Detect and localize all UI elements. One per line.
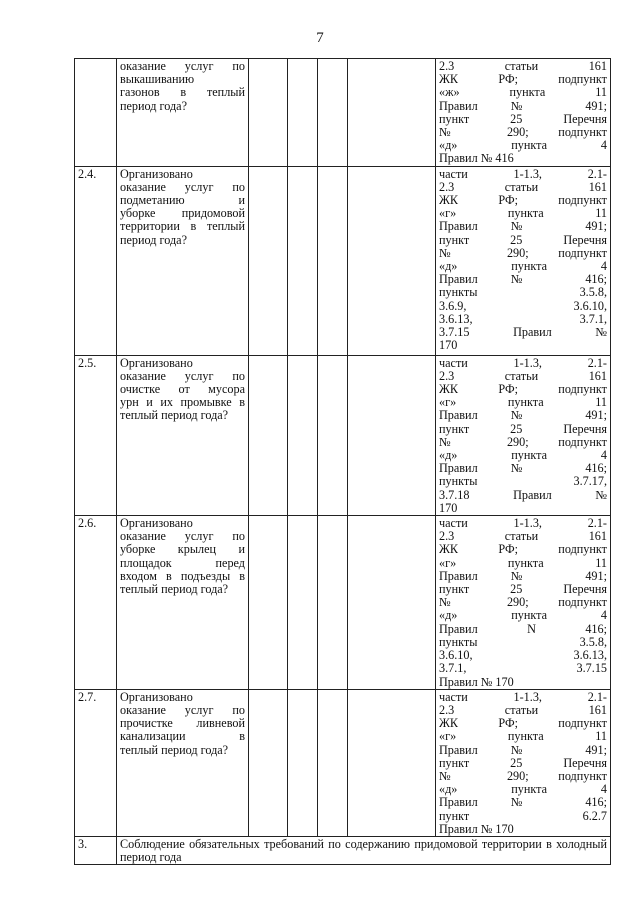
question-line: площадок перед bbox=[120, 555, 245, 570]
legal-reference-line: Правил № 491; bbox=[439, 742, 607, 757]
question-line: Организовано bbox=[120, 166, 193, 181]
legal-reference-line: части 1-1.3, 2.1- bbox=[439, 689, 607, 704]
legal-reference-line: ЖК РФ; подпункт bbox=[439, 542, 607, 557]
question-line: уборке придомовой bbox=[120, 206, 245, 221]
legal-reference-line: Правил № 416 bbox=[439, 151, 514, 166]
legal-reference-line: 3.7.15 Правил № bbox=[439, 325, 607, 340]
legal-reference-line: пункт 25 Перечня bbox=[439, 582, 607, 597]
legal-reference-line: «д» пункта 4 bbox=[439, 138, 607, 153]
legal-reference-line: части 1-1.3, 2.1- bbox=[439, 516, 607, 531]
legal-reference-line: 3.7.1, 3.7.15 bbox=[439, 661, 607, 676]
question-line: период года? bbox=[120, 98, 187, 113]
question-line: Организовано bbox=[120, 516, 193, 531]
legal-reference-line: 2.3 статьи 161 bbox=[439, 179, 607, 194]
answer-cell bbox=[288, 689, 318, 836]
legal-reference-line: Правил N 416; bbox=[439, 621, 607, 636]
question-cell bbox=[117, 689, 249, 836]
legal-reference-line: части 1-1.3, 2.1- bbox=[439, 355, 607, 370]
question-line: Организовано bbox=[120, 689, 193, 704]
legal-reference-line: 2.3 статьи 161 bbox=[439, 59, 607, 73]
legal-reference-line: № 290; подпункт bbox=[439, 125, 607, 140]
question-line: очистке от мусора bbox=[120, 382, 245, 397]
item-number: 2.7. bbox=[75, 689, 117, 836]
checklist-body bbox=[75, 59, 611, 865]
legal-reference-line: Правил № 170 bbox=[439, 821, 514, 836]
legal-reference-line: «г» пункта 11 bbox=[439, 555, 607, 570]
question-cell bbox=[117, 166, 249, 355]
section-title: Соблюдение обязательных требований по содержанию придомовой территории в холодный период года bbox=[117, 836, 611, 864]
legal-reference-line: «г» пункта 11 bbox=[439, 395, 607, 410]
legal-reference-line: № 290; подпункт bbox=[439, 595, 607, 610]
legal-reference-line: Правил № 491; bbox=[439, 219, 607, 234]
answer-cell bbox=[249, 166, 288, 355]
question-line: оказание услуг по bbox=[120, 59, 245, 73]
question-line: прочистке ливневой bbox=[120, 716, 245, 731]
legal-reference-line: № 290; подпункт bbox=[439, 245, 607, 260]
answer-cell bbox=[348, 689, 436, 836]
legal-reference-line: Правил № 491; bbox=[439, 408, 607, 423]
section-number: 3. bbox=[75, 836, 117, 864]
checklist-table bbox=[74, 58, 611, 865]
question-line: оказание услуг по bbox=[120, 179, 245, 194]
legal-reference-line: 2.3 статьи 161 bbox=[439, 529, 607, 544]
item-number: 2.4. bbox=[75, 166, 117, 355]
legal-reference-line: «д» пункта 4 bbox=[439, 259, 607, 274]
legal-reference-line: части 1-1.3, 2.1- bbox=[439, 166, 607, 181]
item-number bbox=[75, 59, 117, 167]
legal-reference-line: 2.3 статьи 161 bbox=[439, 702, 607, 717]
answer-cell bbox=[318, 166, 348, 355]
legal-reference-line: № 290; подпункт bbox=[439, 434, 607, 449]
legal-reference-line: 170 bbox=[439, 338, 458, 353]
question-line: канализации в bbox=[120, 729, 245, 744]
legal-reference-line: № 290; подпункт bbox=[439, 768, 607, 783]
question-line: урн и их промывке в bbox=[120, 395, 245, 410]
legal-reference-cell bbox=[436, 166, 611, 355]
legal-reference-line: ЖК РФ; подпункт bbox=[439, 72, 607, 87]
legal-reference-line: пункт 6.2.7 bbox=[439, 808, 607, 823]
answer-cell bbox=[348, 516, 436, 690]
legal-reference-cell bbox=[436, 59, 611, 167]
legal-reference-line: Правил № 491; bbox=[439, 98, 607, 113]
answer-cell bbox=[249, 689, 288, 836]
answer-cell bbox=[318, 59, 348, 167]
question-cell bbox=[117, 59, 249, 167]
answer-cell bbox=[249, 516, 288, 690]
question-line: газонов в теплый bbox=[120, 85, 245, 100]
legal-reference-line: «д» пункта 4 bbox=[439, 608, 607, 623]
legal-reference-cell bbox=[436, 689, 611, 836]
legal-reference-line: ЖК РФ; подпункт bbox=[439, 716, 607, 731]
question-line: Организовано bbox=[120, 355, 193, 370]
legal-reference-line: 2.3 статьи 161 bbox=[439, 368, 607, 383]
answer-cell bbox=[288, 355, 318, 515]
legal-reference-line: 3.6.10, 3.6.13, bbox=[439, 648, 607, 663]
question-line: уборке крылец и bbox=[120, 542, 245, 557]
answer-cell bbox=[288, 516, 318, 690]
question-line: теплый период года? bbox=[120, 582, 229, 597]
table-row bbox=[75, 689, 611, 836]
legal-reference-line: «г» пункта 11 bbox=[439, 729, 607, 744]
question-cell bbox=[117, 355, 249, 515]
question-line: подметанию и bbox=[120, 193, 245, 208]
table-row bbox=[75, 516, 611, 690]
legal-reference-cell bbox=[436, 516, 611, 690]
answer-cell bbox=[249, 355, 288, 515]
answer-cell bbox=[348, 166, 436, 355]
legal-reference-line: пункт 25 Перечня bbox=[439, 232, 607, 247]
legal-reference-line: пункт 25 Перечня bbox=[439, 755, 607, 770]
answer-cell bbox=[288, 166, 318, 355]
legal-reference-line: «ж» пункта 11 bbox=[439, 85, 607, 100]
legal-reference-line: Правил № 416; bbox=[439, 272, 607, 287]
table-row bbox=[75, 166, 611, 355]
legal-reference-line: Правил № 491; bbox=[439, 568, 607, 583]
legal-reference-line: пункты 3.7.17, bbox=[439, 474, 607, 489]
answer-cell bbox=[318, 516, 348, 690]
legal-reference-line: 3.6.13, 3.7.1, bbox=[439, 311, 607, 326]
legal-reference-line: ЖК РФ; подпункт bbox=[439, 193, 607, 208]
legal-reference-line: 3.6.9, 3.6.10, bbox=[439, 298, 607, 313]
question-line: оказание услуг по bbox=[120, 702, 245, 717]
legal-reference-line: Правил № 416; bbox=[439, 795, 607, 810]
question-line: территории в теплый bbox=[120, 219, 245, 234]
answer-cell bbox=[318, 355, 348, 515]
table-row bbox=[75, 355, 611, 515]
legal-reference-line: ЖК РФ; подпункт bbox=[439, 382, 607, 397]
legal-reference-line: пункты 3.5.8, bbox=[439, 285, 607, 300]
item-number: 2.6. bbox=[75, 516, 117, 690]
page-number: 7 bbox=[316, 30, 324, 46]
legal-reference-line: 170 bbox=[439, 500, 458, 515]
answer-cell bbox=[249, 59, 288, 167]
legal-reference-line: «г» пункта 11 bbox=[439, 206, 607, 221]
legal-reference-line: пункт 25 Перечня bbox=[439, 421, 607, 436]
legal-reference-line: «д» пункта 4 bbox=[439, 782, 607, 797]
answer-cell bbox=[348, 355, 436, 515]
question-line: теплый период года? bbox=[120, 408, 229, 423]
legal-reference-line: 3.7.18 Правил № bbox=[439, 487, 607, 502]
legal-reference-cell bbox=[436, 355, 611, 515]
question-line: период года? bbox=[120, 232, 187, 247]
question-line: теплый период года? bbox=[120, 742, 229, 757]
legal-reference-line: «д» пункта 4 bbox=[439, 448, 607, 463]
answer-cell bbox=[288, 59, 318, 167]
question-line: выкашиванию bbox=[120, 72, 195, 87]
legal-reference-line: Правил № 170 bbox=[439, 674, 514, 689]
question-line: оказание услуг по bbox=[120, 529, 245, 544]
legal-reference-line: пункты 3.5.8, bbox=[439, 634, 607, 649]
legal-reference-line: Правил № 416; bbox=[439, 461, 607, 476]
answer-cell bbox=[318, 689, 348, 836]
table-row bbox=[75, 59, 611, 167]
question-cell bbox=[117, 516, 249, 690]
item-number: 2.5. bbox=[75, 355, 117, 515]
legal-reference-line: пункт 25 Перечня bbox=[439, 111, 607, 126]
section-row bbox=[75, 836, 611, 864]
answer-cell bbox=[348, 59, 436, 167]
question-line: оказание услуг по bbox=[120, 368, 245, 383]
question-line: входом в подъезды в bbox=[120, 568, 245, 583]
